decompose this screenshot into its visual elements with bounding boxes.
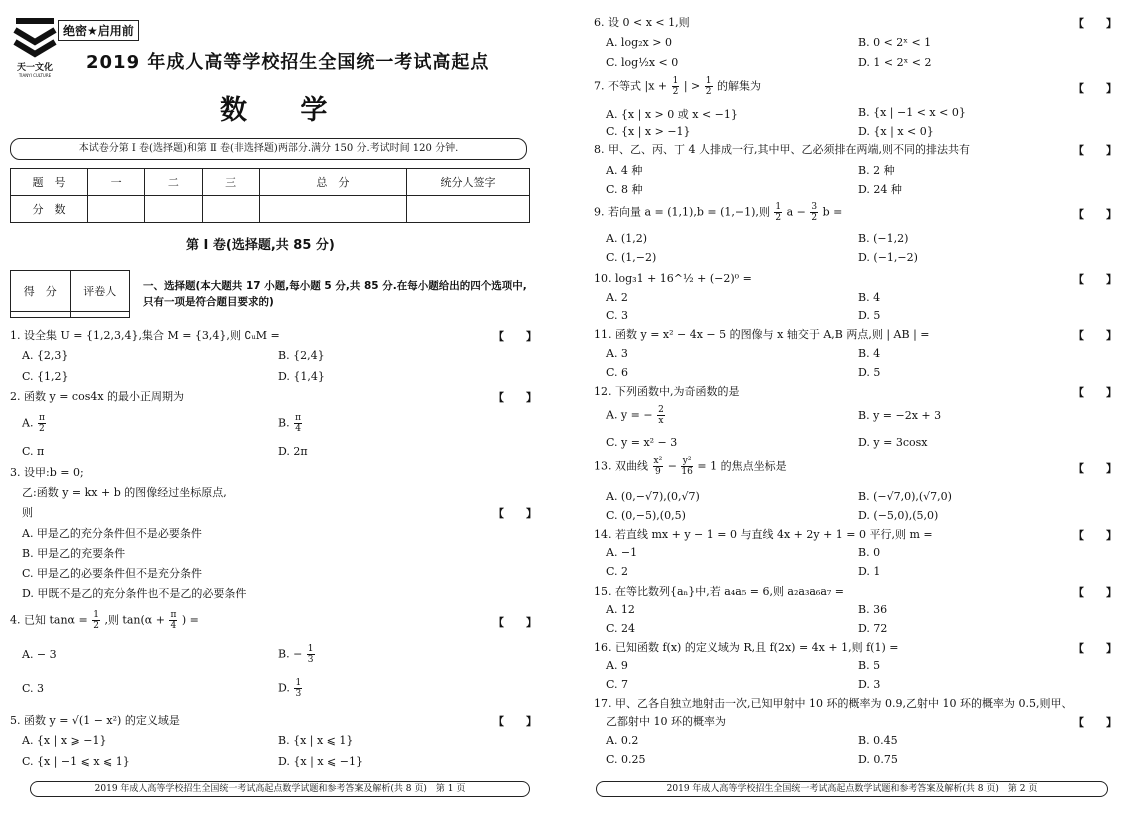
score-header-cell: 题 号: [11, 169, 88, 196]
option-d[interactable]: D. 2π: [278, 445, 308, 458]
logo-text: 天一文化: [16, 63, 53, 73]
answer-bracket[interactable]: 【 】: [1073, 386, 1117, 399]
answer-bracket[interactable]: 【 】: [1073, 329, 1117, 342]
option-c[interactable]: C. log½x < 0: [606, 56, 679, 69]
fraction: $\frac{1}{3}$: [295, 678, 302, 699]
answer-bracket[interactable]: 【 】: [1073, 82, 1117, 95]
grade-cell[interactable]: [11, 311, 71, 317]
option-a[interactable]: A. 4 种: [606, 164, 643, 177]
section-instructions: 一、选择题(本大题共 17 小题,每小题 5 分,共 85 分.在每小题给出的四个选项中,只有一项是符合题目要求的): [143, 280, 527, 308]
fraction: $\frac{\pi}{4}$: [295, 413, 302, 434]
option-b[interactable]: B. {x | −1 < x < 0}: [858, 106, 966, 119]
option-b[interactable]: B. 4: [858, 347, 881, 360]
answer-bracket[interactable]: 【 】: [1073, 17, 1117, 30]
fraction: $\frac{1}{2}$: [775, 202, 782, 223]
option-b[interactable]: B. 2 种: [858, 164, 895, 177]
score-row-label: 分 数: [11, 196, 88, 223]
option-a[interactable]: A. − 3: [22, 648, 57, 661]
option-d[interactable]: D. 甲既不是乙的充分条件也不是乙的必要条件: [22, 587, 247, 600]
question-3-stem-line2: 乙:函数 y = kx + b 的图像经过坐标原点,: [22, 486, 227, 499]
option-b[interactable]: B. (−1,2): [858, 232, 909, 245]
score-header-cell: 一: [88, 169, 145, 196]
question-2-stem: 2. 函数 y = cos4x 的最小正周期为: [10, 390, 185, 403]
option-a[interactable]: A. 甲是乙的充分条件但不是必要条件: [22, 527, 202, 540]
option-d[interactable]: D. 72: [858, 622, 888, 635]
question-17-stem: 17. 甲、乙各自独立地射击一次,已知甲射中 10 环的概率为 0.9,乙射中 10 环的概率为 0.5,则甲、: [594, 697, 1073, 710]
exam-notice: 本试卷分第 Ⅰ 卷(选择题)和第 Ⅱ 卷(非选择题)两部分.满分 150 分.考试时间 120 分钟.: [10, 138, 527, 160]
question-9-stem: 9. 若向量 a = (1,1),b = (1,−1),则 $\frac{1}{2}$ a − $\frac{3}{2}$ b =: [594, 202, 843, 223]
option-b[interactable]: [278, 413, 303, 434]
option-c[interactable]: C. 3: [22, 682, 45, 695]
page-footer: 2019 年成人高等学校招生全国统一考试高起点数学试题和参考答案及解析(共 8 页) 第 1 页: [30, 781, 530, 797]
option-b[interactable]: B. {2,4}: [278, 349, 325, 362]
question-4-stem: 4. 已知 tanα = $\frac{1}{2}$ ,则 tan(α + $\frac{\pi}{4}$ ) =: [10, 610, 199, 631]
question-6-stem: 6. 设 0 < x < 1,则: [594, 16, 690, 29]
answer-bracket[interactable]: 【 】: [1073, 529, 1117, 542]
option-c[interactable]: C. 3: [606, 309, 629, 322]
grader-cell[interactable]: [70, 311, 130, 317]
option-d[interactable]: D. y = 3cosx: [858, 436, 928, 449]
option-a[interactable]: [22, 413, 47, 434]
option-a[interactable]: A. 3: [606, 347, 628, 360]
fraction: $\frac{1}{3}$: [307, 644, 314, 665]
score-header-cell: 总 分: [259, 169, 406, 196]
fraction: $\frac{1}{2}$: [93, 610, 99, 631]
option-a[interactable]: A. 12: [606, 603, 635, 616]
fraction: $\frac{1}{2}$: [672, 76, 679, 97]
score-header-cell: 统分人签字: [407, 169, 530, 196]
question-16-stem: 16. 已知函数 f(x) 的定义域为 R,且 f(2x) = 4x + 1,则 f(1) =: [594, 641, 899, 654]
option-c[interactable]: C. 2: [606, 565, 629, 578]
option-b[interactable]: B. 0 < 2ˣ < 1: [858, 36, 932, 49]
option-b[interactable]: B. 4: [858, 291, 881, 304]
page-2: [568, 0, 1137, 822]
score-cell[interactable]: [259, 196, 406, 223]
option-b[interactable]: B. 36: [858, 603, 888, 616]
option-b[interactable]: B. (−√7,0),(√7,0): [858, 490, 952, 503]
score-cell[interactable]: [145, 196, 202, 223]
option-a[interactable]: A. −1: [606, 546, 638, 559]
option-d[interactable]: D. 5: [858, 366, 881, 379]
grade-label: 得 分: [11, 271, 71, 312]
option-c[interactable]: C. 6: [606, 366, 629, 379]
option-c[interactable]: C. (1,−2): [606, 251, 657, 264]
score-table: [10, 168, 530, 223]
option-c[interactable]: C. 7: [606, 678, 629, 691]
option-letter: A.: [22, 416, 34, 430]
option-c[interactable]: C. 0.25: [606, 753, 646, 766]
option-a[interactable]: A. 0.2: [606, 734, 639, 747]
option-d[interactable]: D. {1,4}: [278, 370, 325, 383]
option-d[interactable]: D. 24 种: [858, 183, 902, 196]
fraction: $\frac{\text{y²}}{16}$: [681, 456, 693, 477]
option-c[interactable]: C. y = x² − 3: [606, 436, 678, 449]
answer-bracket[interactable]: 【 】: [1073, 144, 1117, 157]
option-a[interactable]: A. 2: [606, 291, 628, 304]
fraction: $\frac{\text{x²}}{9}$: [653, 456, 663, 477]
option-letter: B.: [278, 416, 290, 430]
fraction: $\frac{1}{2}$: [705, 76, 712, 97]
question-15-stem: 15. 在等比数列{aₙ}中,若 a₄a₅ = 6,则 a₂a₃a₆a₇ =: [594, 585, 845, 598]
option-a[interactable]: A. (1,2): [606, 232, 648, 245]
question-8-stem: 8. 甲、乙、丙、丁 4 人排成一行,其中甲、乙必须排在两端,则不同的排法共有: [594, 143, 970, 156]
question-12-stem: 12. 下列函数中,为奇函数的是: [594, 385, 740, 398]
option-d[interactable]: D. 3: [858, 678, 881, 691]
option-a[interactable]: A. {x | x > 0 或 x < −1}: [606, 108, 738, 121]
publisher-logo: [12, 18, 58, 78]
option-c[interactable]: C. {x | x > −1}: [606, 125, 691, 138]
option-d[interactable]: D. {x | x < 0}: [858, 125, 934, 138]
answer-bracket[interactable]: 【 】: [1073, 462, 1117, 475]
answer-bracket[interactable]: 【 】: [1073, 642, 1117, 655]
fraction: $\frac{3}{2}$: [811, 202, 818, 223]
answer-bracket[interactable]: 【 】: [493, 330, 537, 343]
option-b[interactable]: B. 5: [858, 659, 881, 672]
page-footer: 2019 年成人高等学校招生全国统一考试高起点数学试题和参考答案及解析(共 8 页) 第 2 页: [596, 781, 1108, 797]
option-c[interactable]: C. {x | −1 ⩽ x ⩽ 1}: [22, 755, 130, 768]
question-13-stem: 13. 双曲线 $\frac{\text{x²}}{9}$ − $\frac{\text{y²}}{16}$ = 1 的焦点坐标是: [594, 456, 787, 477]
option-d[interactable]: D. 1: [858, 565, 881, 578]
section-title: 第 Ⅰ 卷(选择题,共 85 分): [186, 238, 335, 253]
score-cell[interactable]: [202, 196, 259, 223]
logo-subtext: TIANYI CULTURE: [18, 73, 52, 78]
subject-title: 数 学: [220, 95, 350, 126]
answer-bracket[interactable]: 【 】: [493, 391, 537, 404]
option-a[interactable]: A. {2,3}: [22, 349, 69, 362]
exam-title: 2019 年成人高等学校招生全国统一考试高起点: [86, 52, 490, 73]
fraction: $\frac{2}{x}$: [658, 405, 664, 426]
option-a[interactable]: A. 9: [606, 659, 628, 672]
answer-bracket[interactable]: 【 】: [493, 715, 537, 728]
option-c[interactable]: C. 8 种: [606, 183, 643, 196]
question-3-stem-line3: 则: [22, 506, 33, 519]
answer-bracket[interactable]: 【 】: [1073, 273, 1117, 286]
option-b[interactable]: B. y = −2x + 3: [858, 409, 942, 422]
score-cell[interactable]: [88, 196, 145, 223]
option-a[interactable]: A. {x | x ⩾ −1}: [22, 734, 107, 747]
answer-bracket[interactable]: 【 】: [1073, 716, 1117, 729]
option-b[interactable]: B. − $\frac{1}{3}$: [278, 644, 314, 665]
score-header-cell: 三: [202, 169, 259, 196]
question-14-stem: 14. 若直线 mx + y − 1 = 0 与直线 4x + 2y + 1 = 0 平行,则 m =: [594, 528, 933, 541]
score-header-cell: 二: [145, 169, 202, 196]
page-1: [0, 0, 568, 822]
option-b[interactable]: B. 0.45: [858, 734, 898, 747]
option-c[interactable]: C. 甲是乙的必要条件但不是充分条件: [22, 567, 203, 580]
option-d[interactable]: D. 0.75: [858, 753, 898, 766]
option-b[interactable]: B. {x | x ⩽ 1}: [278, 734, 354, 747]
option-d[interactable]: D. (−1,−2): [858, 251, 918, 264]
question-3-stem: 3. 设甲:b = 0;: [10, 466, 84, 479]
fraction: $\frac{\pi}{4}$: [170, 610, 177, 631]
option-d[interactable]: D. 1 < 2ˣ < 2: [858, 56, 932, 69]
question-1-stem: 1. 设全集 U = {1,2,3,4},集合 M = {3,4},则 ∁ᵤM =: [10, 329, 280, 342]
option-d[interactable]: D. (−5,0),(5,0): [858, 509, 939, 522]
score-cell[interactable]: [407, 196, 530, 223]
option-d[interactable]: D. {x | x ⩽ −1}: [278, 755, 363, 768]
answer-bracket[interactable]: 【 】: [493, 507, 537, 520]
question-5-stem: 5. 函数 y = √(1 − x²) 的定义域是: [10, 714, 180, 727]
question-7-stem: 7. 不等式 |x + $\frac{1}{2}$ | > $\frac{1}{2}$ 的解集为: [594, 76, 762, 97]
option-c[interactable]: C. π: [22, 445, 45, 458]
fraction: $\frac{\pi}{2}$: [38, 413, 45, 434]
option-d[interactable]: D. $\frac{1}{3}$: [278, 678, 302, 699]
option-b[interactable]: B. 甲是乙的充要条件: [22, 547, 126, 560]
secret-label: 绝密★启用前: [58, 20, 139, 41]
option-c[interactable]: C. (0,−5),(0,5): [606, 509, 686, 522]
option-a[interactable]: A. y = − $\frac{2}{x}$: [606, 405, 664, 426]
question-11-stem: 11. 函数 y = x² − 4x − 5 的图像与 x 轴交于 A,B 两点,则 | AB | =: [594, 328, 930, 341]
answer-bracket[interactable]: 【 】: [1073, 586, 1117, 599]
answer-bracket[interactable]: 【 】: [1073, 208, 1117, 221]
option-d[interactable]: D. 5: [858, 309, 881, 322]
grader-label: 评卷人: [70, 271, 130, 312]
grade-box: [10, 270, 130, 318]
question-10-stem: 10. log₃1 + 16^½ + (−2)⁰ =: [594, 272, 752, 285]
option-a[interactable]: A. log₂x > 0: [606, 36, 672, 49]
option-c[interactable]: C. 24: [606, 622, 636, 635]
option-c[interactable]: C. {1,2}: [22, 370, 69, 383]
option-b[interactable]: B. 0: [858, 546, 881, 559]
option-a[interactable]: A. (0,−√7),(0,√7): [606, 490, 700, 503]
chevron-logo-icon: [12, 18, 58, 60]
answer-bracket[interactable]: 【 】: [493, 616, 537, 629]
question-17-stem-line2: 乙都射中 10 环的概率为: [606, 715, 726, 728]
